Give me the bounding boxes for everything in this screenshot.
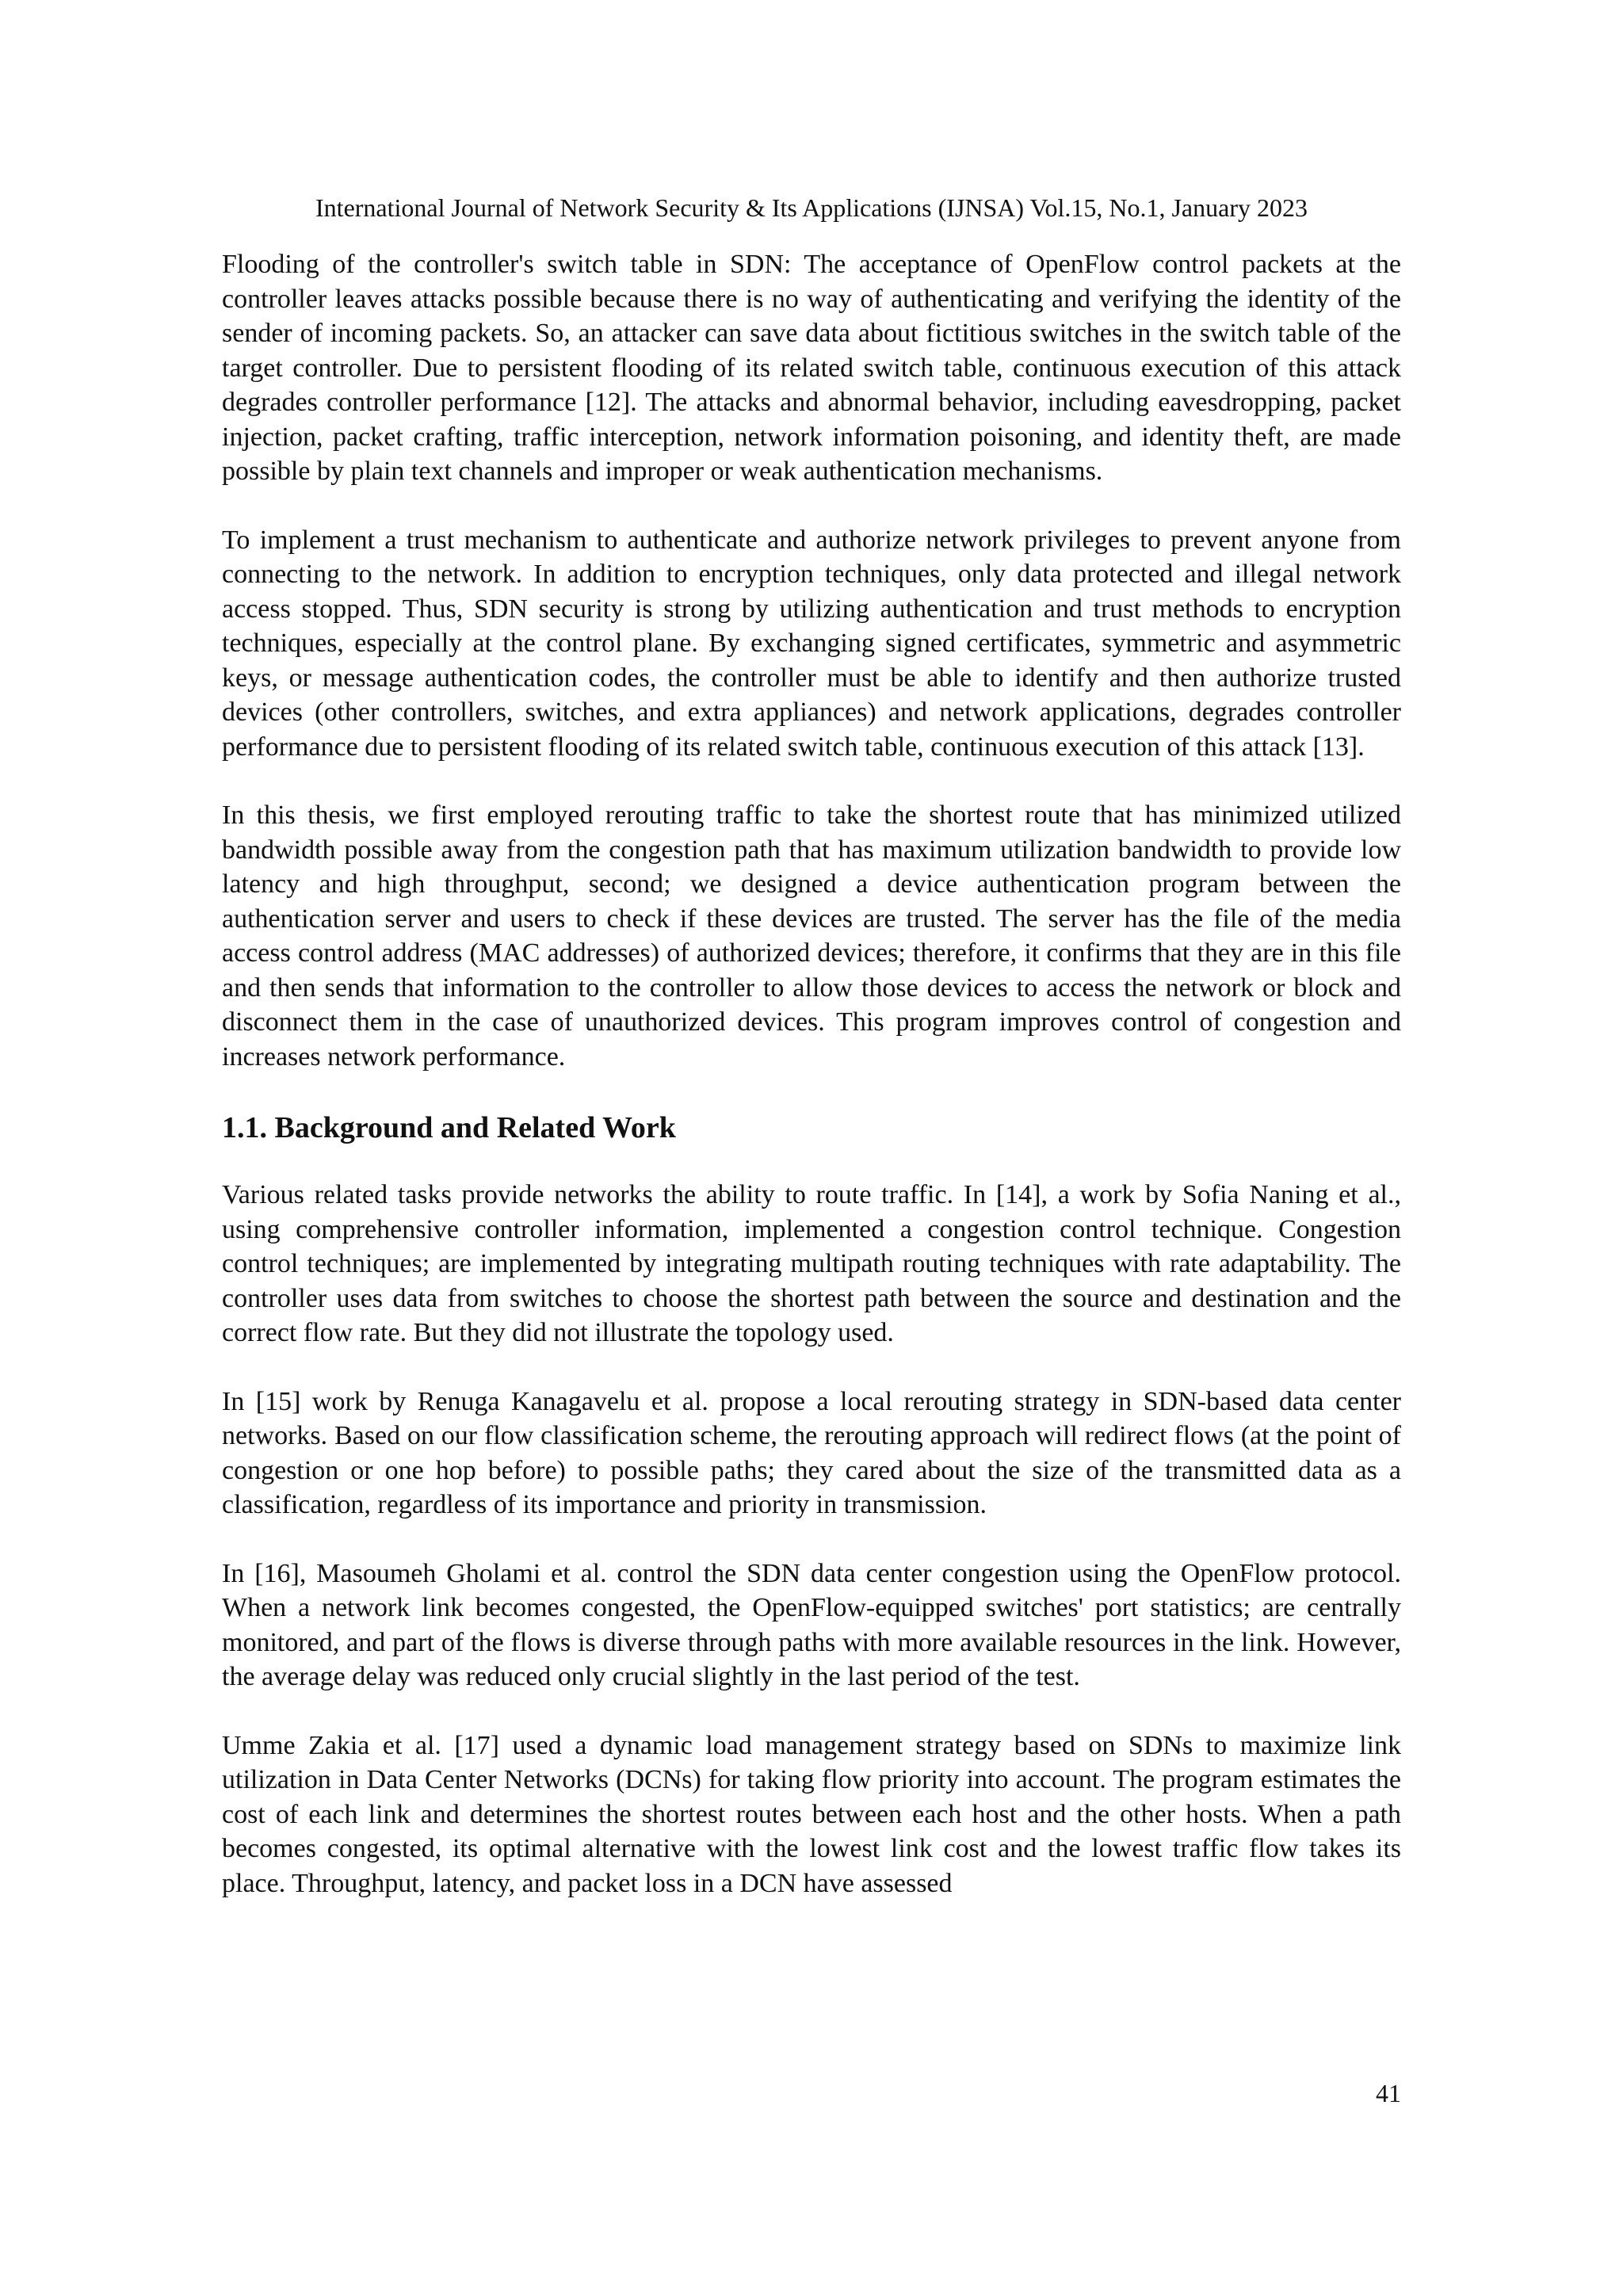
paragraph-related-17: Umme Zakia et al. [17] used a dynamic load management strategy based on SDNs to maximize link utilization in Data Center Networks (DCNs) for taking flow priority into account. The program estimates the cost of each link and determines the shortest routes between each host and the other hosts. When a path becomes congested, its optimal alternative with the lowest link cost and the lowest traffic flow takes its place. Throughput, latency, and packet loss in a DCN have assessed [222,1730,1401,1898]
paragraph-related-14: Various related tasks provide networks the ability to route traffic. In [14], a work by Sofia Naning et al., using comprehensive controller information, implemented a congestion control technique. Congestion control techniques; are implemented by integrating multipath routing techniques with rate adaptability. The controller uses data from switches to choose the shortest path between the source and destination and the correct flow rate. But they did not illustrate the topology used. [222,1180,1401,1347]
paragraph-trust-mechanism: To implement a trust mechanism to authenticate and authorize network privileges to prevent anyone from connecting to the network. In addition to encryption techniques, only data protected and illegal network access stopped. Thus, SDN security is strong by utilizing authentication and trust methods to encryption techniques, especially at the control plane. By exchanging signed certificates, symmetric and asymmetric keys, or message authentication codes, the controller must be able to identify and then authorize trusted devices (other controllers, switches, and extra appliances) and network applications, degrades controller performance due to persistent flooding of its related switch table, continuous execution of this attack [13]. [222,525,1401,762]
paragraph-related-16: In [16], Masoumeh Gholami et al. control the SDN data center congestion using the OpenFlow protocol. When a network link becomes congested, the OpenFlow-equipped switches' port statistics; are centrally monitored, and part of the flows is diverse through paths with more available resources in the link. However, the average delay was reduced only crucial slightly in the last period of the test. [222,1558,1401,1691]
paragraph-related-15: In [15] work by Renuga Kanagavelu et al. propose a local rerouting strategy in SDN-based data center networks. Based on our flow classification scheme, the rerouting approach will redirect flows (at the point of congestion or one hop before) to possible paths; they cared about the size of the transmitted data as a classification, regardless of its importance and priority in transmission. [222,1386,1401,1519]
paragraph-thesis: In this thesis, we first employed rerouting traffic to take the shortest route that has minimized utilized bandwidth possible away from the congestion path that has maximum utilization bandwidth to provide low latency and high throughput, second; we designed a device authentication program between the authentication server and users to check if these devices are trusted. The server has the file of the media access control address (MAC addresses) of authorized devices; therefore, it confirms that they are in this file and then sends that information to the controller to allow those devices to access the network or block and disconnect them in the case of unauthorized devices. This program improves control of congestion and increases network performance. [222,800,1401,1072]
running-header: International Journal of Network Security & Its Applications (IJNSA) Vol.15, No.1, January 2023 [315,193,1308,222]
body-text [222,247,1401,1935]
page-number: 41 [1376,2079,1401,2107]
section-heading: 1.1. Background and Related Work [222,1111,676,1144]
paragraph-flooding: Flooding of the controller's switch table in SDN: The acceptance of OpenFlow control packets at the controller leaves attacks possible because there is no way of authenticating and verifying the identity of the sender of incoming packets. So, an attacker can save data about fictitious switches in the switch table of the target controller. Due to persistent flooding of its related switch table, continuous execution of this attack degrades controller performance [12]. The attacks and abnormal behavior, including eavesdropping, packet injection, packet crafting, traffic interception, network information poisoning, and identity theft, are made possible by plain text channels and improper or weak authentication mechanisms. [222,250,1401,486]
